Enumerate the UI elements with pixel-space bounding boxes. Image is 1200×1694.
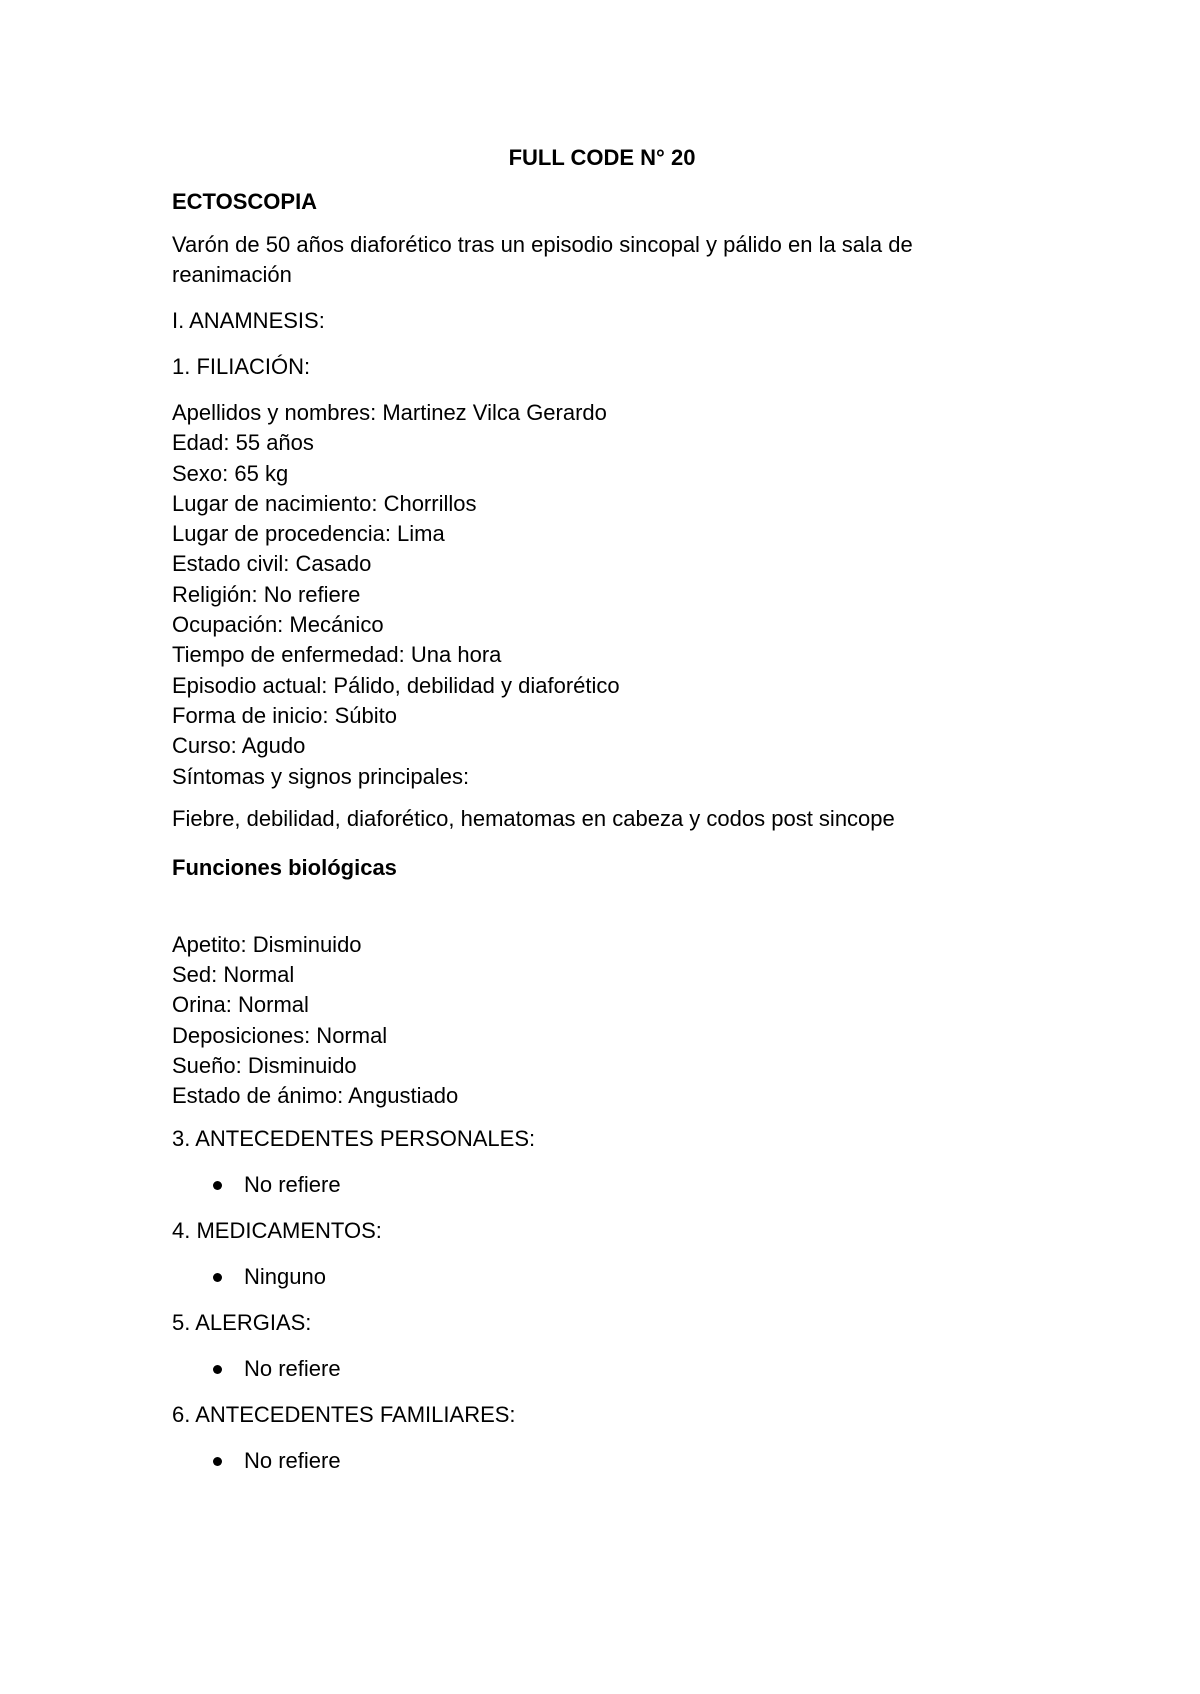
medicamentos-heading: 4. MEDICAMENTOS:: [172, 1217, 382, 1243]
filiacion-line: Edad: 55 años: [172, 430, 314, 456]
filiacion-line: Tiempo de enfermedad: Una hora: [172, 642, 502, 668]
medicamentos-list: [172, 1262, 1032, 1292]
funciones-line: Apetito: Disminuido: [172, 931, 362, 957]
filiacion-line: Apellidos y nombres: Martinez Vilca Gerardo: [172, 400, 607, 425]
list-item-text: No refiere: [244, 1171, 341, 1197]
ectoscopia-text: Varón de 50 años diaforético tras un episodio sincopal y pálido en la sala de reanimación: [172, 232, 913, 287]
anamnesis-heading: I. ANAMNESIS:: [172, 308, 325, 333]
funciones-line: Sueño: Disminuido: [172, 1053, 357, 1079]
alergias-list: [172, 1354, 1032, 1384]
funciones-heading: Funciones biológicas: [172, 854, 397, 880]
filiacion-heading: 1. FILIACIÓN:: [172, 354, 311, 379]
document-page: [172, 140, 1032, 1492]
filiacion-line: Religión: No refiere: [172, 581, 361, 607]
list-item: [172, 1262, 1032, 1292]
filiacion-line: Forma de inicio: Súbito: [172, 702, 397, 728]
ectoscopia-heading: ECTOSCOPIA: [172, 189, 318, 214]
alergias-heading: 5. ALERGIAS:: [172, 1309, 312, 1335]
funciones-line: Estado de ánimo: Angustiado: [172, 1083, 459, 1109]
antecedentes-familiares-list: [172, 1446, 1032, 1476]
symptoms-text: Fiebre, debilidad, diaforético, hematomas en cabeza y codos post sincope: [172, 805, 895, 831]
funciones-list: [172, 930, 1032, 1112]
filiacion-line: Lugar de nacimiento: Chorrillos: [172, 490, 477, 516]
list-item-text: Ninguno: [244, 1263, 326, 1289]
bullet-icon: [213, 1457, 222, 1466]
list-item-text: No refiere: [244, 1355, 341, 1381]
list-item-text: No refiere: [244, 1447, 341, 1473]
document-title: FULL CODE N° 20: [508, 145, 696, 170]
filiacion-line: Síntomas y signos principales:: [172, 763, 470, 789]
filiacion-line: Lugar de procedencia: Lima: [172, 521, 445, 547]
filiacion-line: Sexo: 65 kg: [172, 460, 289, 486]
antecedentes-familiares-heading: 6. ANTECEDENTES FAMILIARES:: [172, 1401, 516, 1427]
list-item: [172, 1446, 1032, 1476]
filiacion-line: Episodio actual: Pálido, debilidad y diaforético: [172, 672, 620, 698]
filiacion-line: Curso: Agudo: [172, 733, 306, 759]
filiacion-line: Estado civil: Casado: [172, 551, 372, 577]
list-item: [172, 1170, 1032, 1200]
filiacion-list: [172, 398, 1032, 792]
funciones-line: Orina: Normal: [172, 992, 309, 1018]
antecedentes-personales-heading: 3. ANTECEDENTES PERSONALES:: [172, 1125, 536, 1151]
list-item: [172, 1354, 1032, 1384]
funciones-line: Sed: Normal: [172, 962, 295, 988]
antecedentes-personales-list: [172, 1170, 1032, 1200]
spacer: [172, 896, 1032, 930]
funciones-line: Deposiciones: Normal: [172, 1022, 388, 1048]
bullet-icon: [213, 1273, 222, 1282]
bullet-icon: [213, 1181, 222, 1190]
filiacion-line: Ocupación: Mecánico: [172, 612, 384, 638]
bullet-icon: [213, 1365, 222, 1374]
